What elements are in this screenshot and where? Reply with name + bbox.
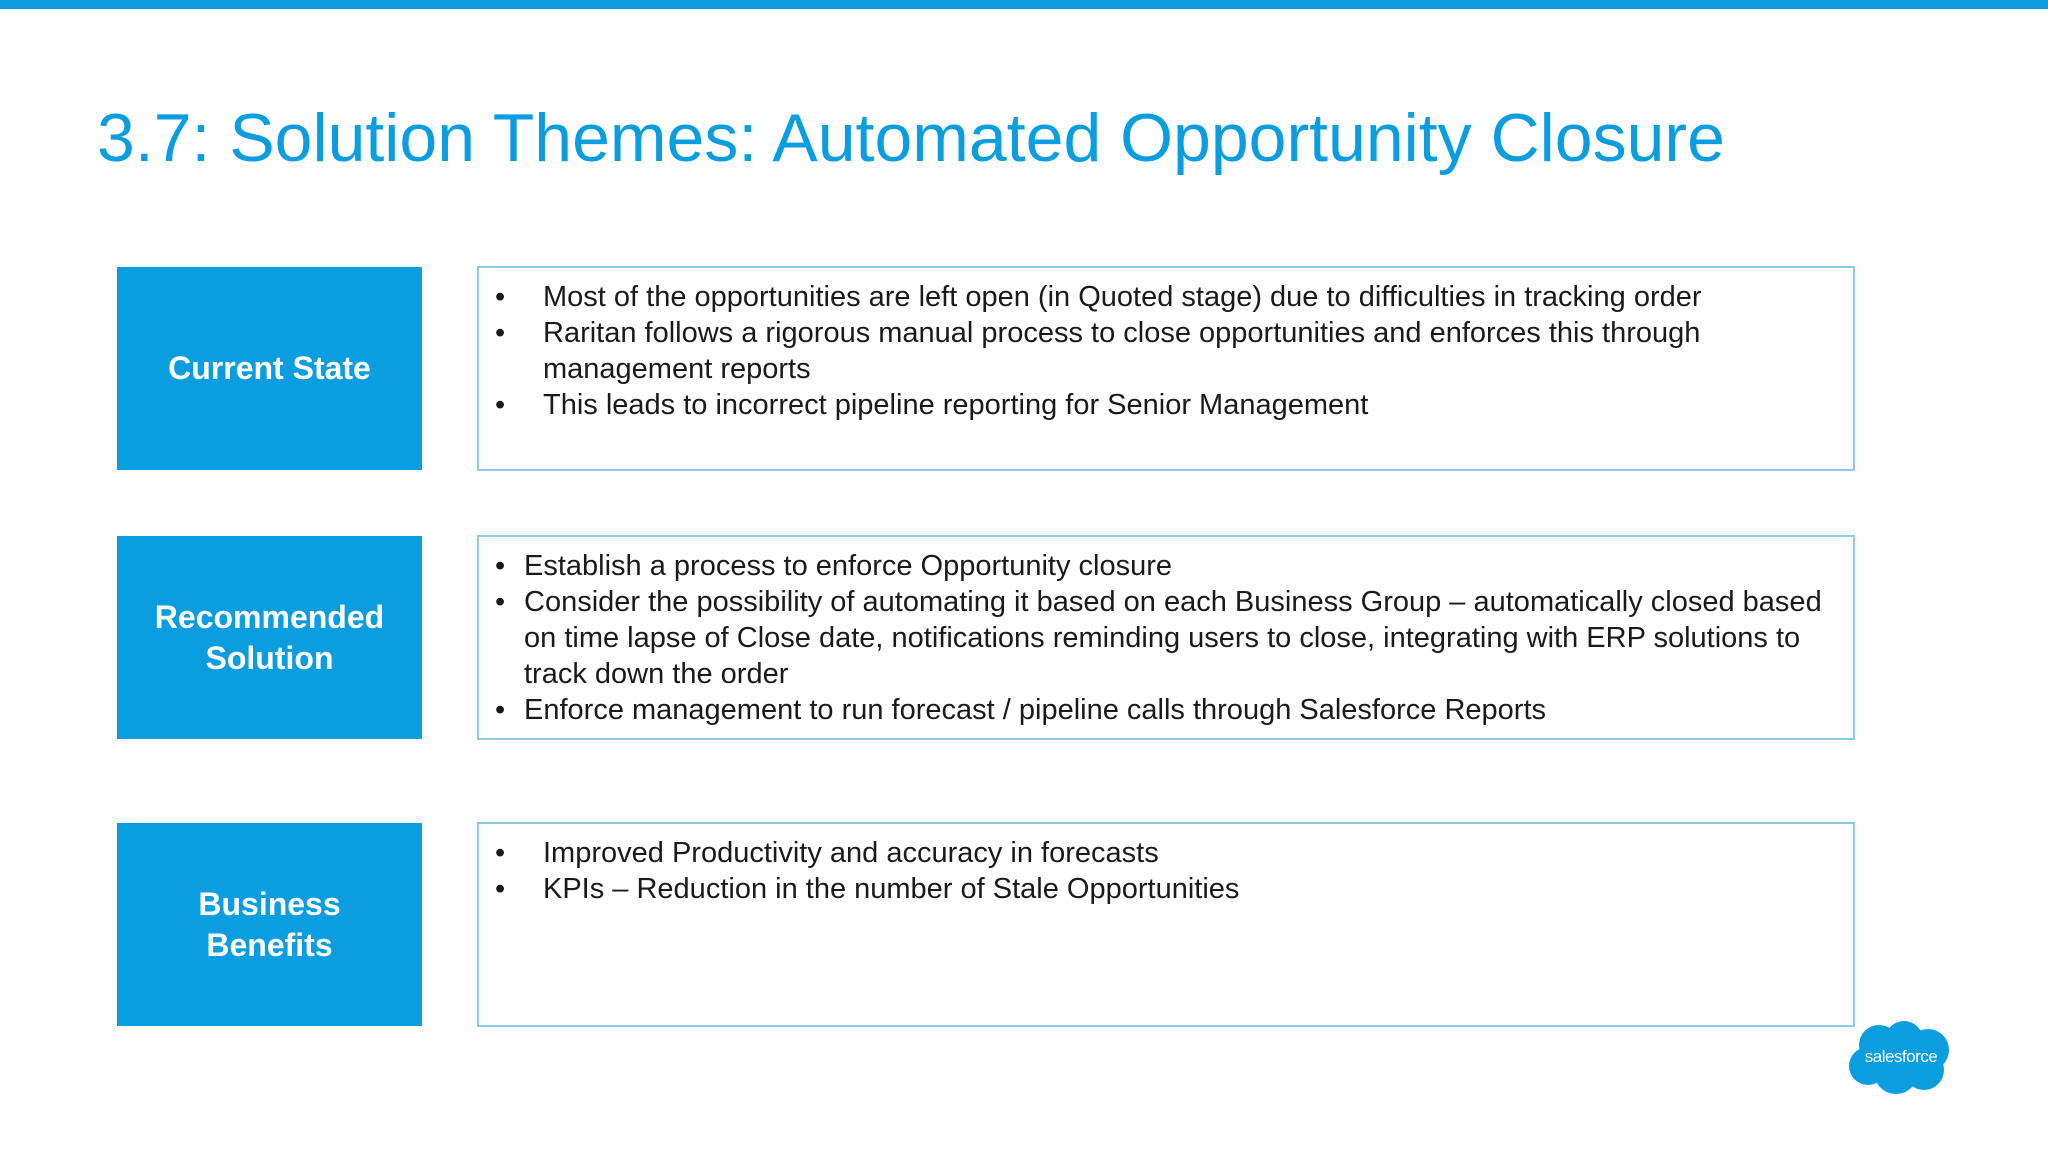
bullet-text: Consider the possibility of automating it based on each Business Group – automatically closed based on time lapse of Close date, notifications reminding users to close, integrating with ERP solutions to track down the order xyxy=(524,586,1822,690)
section-content-recommended-solution xyxy=(477,535,1855,740)
bullet-dot: • xyxy=(495,837,506,869)
top-accent-bar xyxy=(0,0,2048,9)
bullet-text: Establish a process to enforce Opportunity closure xyxy=(524,550,1172,582)
logo-text: salesforce xyxy=(1864,1047,1938,1066)
bullet-item xyxy=(479,279,1833,315)
bullet-dot: • xyxy=(495,586,506,618)
bullet-item xyxy=(479,548,1833,584)
bullet-item xyxy=(479,584,1833,692)
bullet-item xyxy=(479,871,1833,907)
bullet-text: Most of the opportunities are left open (in Quoted stage) due to difficulties in tracking order xyxy=(543,281,1702,313)
section-label-text: Current State xyxy=(168,350,371,386)
section-label-current-state xyxy=(117,267,422,470)
section-content-business-benefits xyxy=(477,822,1855,1027)
slide-title: 3.7: Solution Themes: Automated Opportunity Closure xyxy=(97,100,1725,176)
salesforce-logo xyxy=(1846,1020,1956,1098)
bullet-list xyxy=(479,835,1833,907)
bullet-dot: • xyxy=(495,389,506,421)
bullet-dot: • xyxy=(495,317,506,349)
bullet-item xyxy=(479,835,1833,871)
bullet-item xyxy=(479,315,1833,387)
bullet-list xyxy=(479,279,1833,423)
bullet-text: KPIs – Reduction in the number of Stale Opportunities xyxy=(543,873,1240,905)
bullet-dot: • xyxy=(495,281,506,313)
section-label-text: Recommended Solution xyxy=(154,598,385,676)
section-label-recommended-solution xyxy=(117,536,422,739)
section-label-business-benefits xyxy=(117,823,422,1026)
bullet-item xyxy=(479,692,1833,728)
bullet-dot: • xyxy=(495,694,506,726)
section-content-current-state xyxy=(477,266,1855,471)
bullet-dot: • xyxy=(495,550,506,582)
section-label-text: Business Benefits xyxy=(198,885,341,963)
bullet-text: Improved Productivity and accuracy in forecasts xyxy=(543,837,1159,869)
bullet-text: This leads to incorrect pipeline reporting for Senior Management xyxy=(543,389,1369,421)
bullet-item xyxy=(479,387,1833,423)
bullet-text: Enforce management to run forecast / pipeline calls through Salesforce Reports xyxy=(524,694,1546,726)
bullet-text: Raritan follows a rigorous manual process to close opportunities and enforces this through management reports xyxy=(543,317,1701,385)
bullet-list xyxy=(479,548,1833,728)
bullet-dot: • xyxy=(495,873,506,905)
